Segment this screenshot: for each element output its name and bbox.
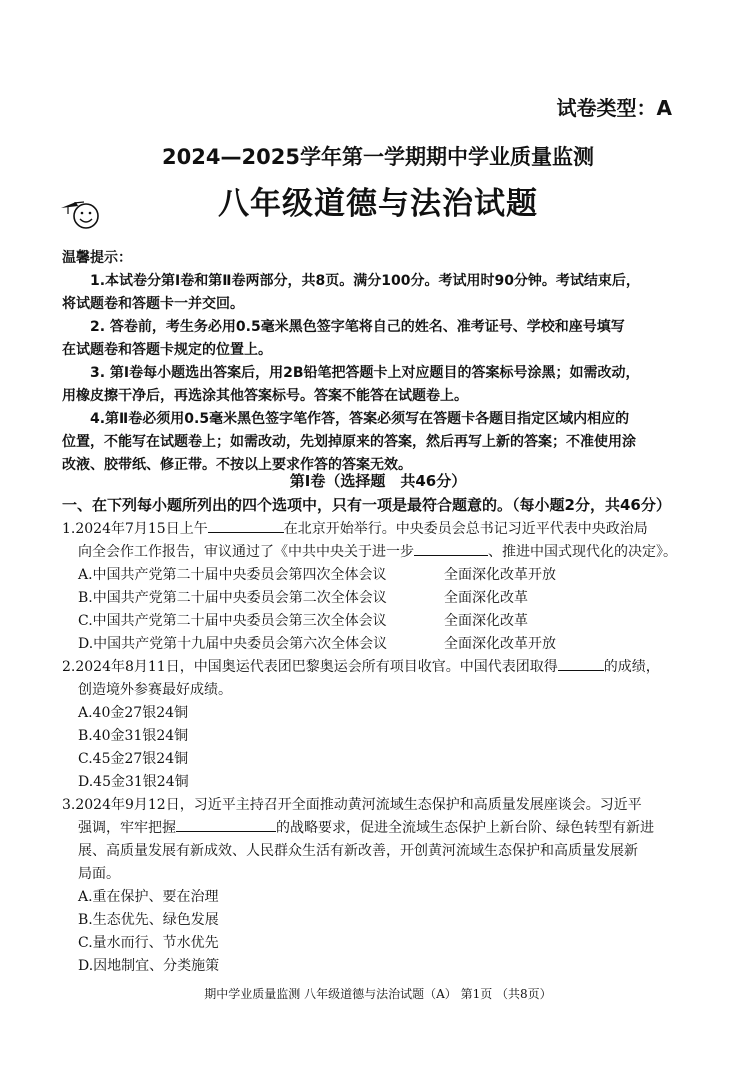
question-3-option-c: C.量水而行、节水优先: [78, 935, 219, 951]
tip-line: 2. 答卷前，考生务必用0.5毫米黑色签字笔将自己的姓名、准考证号、学校和座号填写: [90, 319, 625, 335]
question-3-stem-part: 的战略要求，促进全流域生态保护上新台阶、绿色转型有新进: [276, 820, 654, 836]
section-title: 第Ⅰ卷（选择题 共46分）: [289, 472, 467, 490]
option-right-text: 全面深化改革: [444, 613, 528, 629]
tip-line: 将试题卷和答题卡一并交回。: [62, 296, 244, 312]
question-3-option-b: B.生态优先、绿色发展: [78, 912, 219, 928]
tip-line: 1.本试卷分第Ⅰ卷和第Ⅱ卷两部分，共8页。满分100分。考试用时90分钟。考试结束后，: [90, 273, 640, 289]
answer-blank: [558, 656, 604, 671]
question-1-stem-line: [62, 518, 648, 538]
answer-blank: [414, 541, 488, 556]
question-1-stem-line: [78, 541, 677, 561]
question-3-stem-line: 展、高质量发展有新成效、人民群众生活有新改善，开创黄河流域生态保护和高质量发展新: [78, 843, 638, 859]
question-3-stem-line: 3.2024年9月12日，习近平主持召开全面推动黄河流域生态保护和高质量发展座谈会。习近平: [62, 797, 642, 813]
question-2-stem-part: 的成绩，: [603, 659, 660, 675]
section-instruction: 一、在下列每小题所列出的四个选项中，只有一项是最符合题意的。（每小题2分，共46分）: [62, 496, 671, 514]
paper-type-label: 试卷类型：A: [556, 96, 672, 120]
tip-line: 4.第Ⅱ卷必须用0.5毫米黑色签字笔作答，答案必须写在答题卡各题目指定区域内相应的: [90, 411, 630, 427]
question-1-stem-part: 向全会作工作报告，审议通过了《中共中央关于进一步: [78, 544, 414, 560]
option-left-text: C.中国共产党第二十届中央委员会第三次全体会议: [78, 613, 387, 629]
question-3-stem-part: 强调，牢牢把握: [78, 820, 176, 836]
subject-title: 八年级道德与法治试题: [218, 186, 538, 222]
question-2-option-d: D.45金31银24铜: [78, 774, 189, 790]
question-1-stem-part: 在北京开始举行。中央委员会总书记习近平代表中央政治局: [283, 521, 648, 537]
question-3-stem-line: 局面。: [78, 866, 120, 882]
option-left-text: A.中国共产党第二十届中央委员会第四次全体会议: [78, 567, 387, 583]
option-left-text: D.中国共产党第十九届中央委员会第六次全体会议: [78, 636, 388, 652]
option-right-text: 全面深化改革开放: [444, 636, 556, 652]
question-2-stem-part: 2.2024年8月11日，中国奥运代表团巴黎奥运会所有项目收官。中国代表团取得: [62, 659, 558, 675]
tip-line: 位置，不能写在试题卷上；如需改动，先划掉原来的答案，然后再写上新的答案；不准使用涂: [62, 434, 636, 450]
tip-line: 在试题卷和答题卡规定的位置上。: [62, 342, 272, 358]
question-2-option-b: B.40金31银24铜: [78, 728, 189, 744]
tips-heading: 温馨提示：: [62, 250, 132, 266]
answer-blank: [208, 518, 284, 533]
question-2-option-a: A.40金27银24铜: [78, 705, 189, 721]
question-3-stem-line: [78, 817, 654, 837]
question-2-stem-line: [62, 656, 660, 676]
tip-line: 改液、胶带纸、修正带。不按以上要求作答的答案无效。: [62, 457, 412, 473]
question-2-stem-line: 创造境外参赛最好成绩。: [78, 682, 232, 698]
question-3-option-a: A.重在保护、要在治理: [78, 889, 219, 905]
exam-title: 2024—2025学年第一学期期中学业质量监测: [162, 145, 594, 169]
question-1-option-d: [78, 633, 698, 653]
tip-line: 用橡皮擦干净后，再选涂其他答案标号。答案不能答在试题卷上。: [62, 388, 468, 404]
question-1-option-a: [78, 564, 698, 584]
option-left-text: B.中国共产党第二十届中央委员会第二次全体会议: [78, 590, 387, 606]
question-2-option-c: C.45金27银24铜: [78, 751, 189, 767]
tip-line: 3. 第Ⅰ卷每小题选出答案后，用2B铅笔把答题卡上对应题目的答案标号涂黑；如需改动，: [90, 365, 640, 381]
page-footer: 期中学业质量监测 八年级道德与法治试题（A） 第1页 （共8页）: [204, 987, 552, 1001]
question-1-stem-part: 、推进中国式现代化的决定》。: [488, 544, 677, 560]
question-3-option-d: D.因地制宜、分类施策: [78, 958, 220, 974]
answer-blank: [176, 817, 276, 832]
option-right-text: 全面深化改革: [444, 590, 528, 606]
option-right-text: 全面深化改革开放: [444, 567, 556, 583]
question-1-option-b: [78, 587, 698, 607]
question-1-stem-part: 1.2024年7月15日上午: [62, 521, 208, 537]
question-1-option-c: [78, 610, 698, 630]
